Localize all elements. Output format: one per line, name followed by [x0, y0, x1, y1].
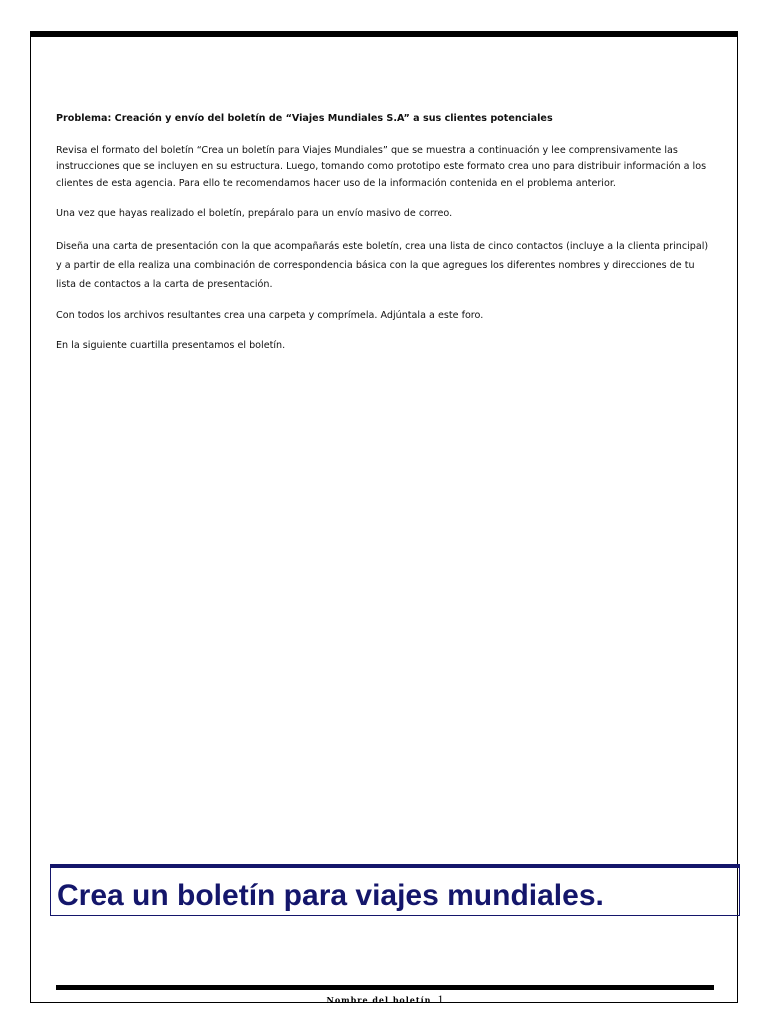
paragraph-cover-letter: Diseña una carta de presentación con la que acompañarás este boletín, crea una lista de cinco contactos (incluye a la clienta principal) y a partir de ella realiza una combinación de correspondencia básica con la que agregues los diferentes nombres y direcciones de tu lista de contactos a la carta de presentación. [56, 240, 709, 290]
paragraph-next-page: En la siguiente cuartilla presentamos el boletín. [56, 340, 286, 351]
footer-label: Nombre del boletín [326, 995, 432, 1005]
paragraph-compress-folder: Con todos los archivos resultantes crea una carpeta y comprímela. Adjúntala a este foro. [56, 309, 484, 321]
page-number: 1 [437, 992, 444, 1006]
document-page [30, 31, 738, 1006]
document-body [56, 111, 716, 369]
page-footer [31, 992, 739, 1007]
footer-rule [56, 985, 714, 990]
newsletter-title-box [50, 864, 740, 916]
problem-title: Problema: Creación y envío del boletín de “Viajes Mundiales S.A” a sus clientes potenciales [56, 113, 553, 124]
paragraph-mass-mailing: Una vez que hayas realizado el boletín, prepáralo para un envío masivo de correo. [56, 208, 453, 219]
paragraph-instructions: Revisa el formato del boletín “Crea un boletín para Viajes Mundiales” que se muestra a continuación y lee comprensivamente las instrucciones que se incluyen en su estructura. Luego, tomando como prototipo este formato crea uno para distribuir información a los clientes de esta agencia. Para ello te recomendamos hacer uso de la información contenida en el problema anterior. [56, 144, 707, 189]
newsletter-title: Crea un boletín para viajes mundiales. [57, 879, 604, 912]
